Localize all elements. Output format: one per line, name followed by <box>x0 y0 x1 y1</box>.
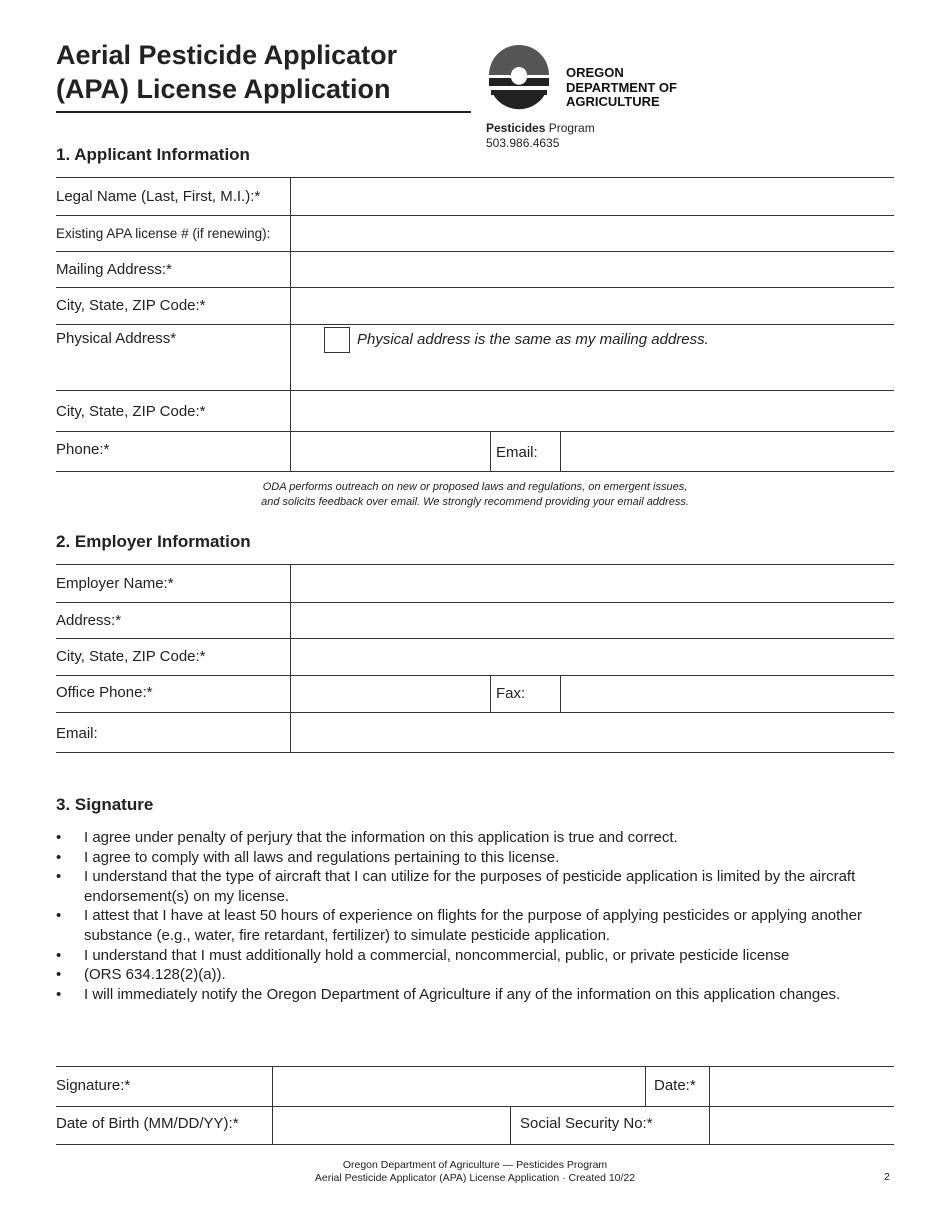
email-label: Email: <box>496 444 538 461</box>
phone-label: Phone:* <box>56 441 110 458</box>
ssn-label: Social Security No:* <box>520 1115 653 1132</box>
existing-license-input[interactable] <box>292 217 892 249</box>
employer-city-input[interactable] <box>292 640 892 673</box>
list-item <box>56 828 901 848</box>
page-title <box>56 38 476 106</box>
oda-logo-text <box>566 66 677 110</box>
bullet-text: I will immediately notify the Oregon Department of Agriculture if any of the information on this application changes. <box>84 985 841 1003</box>
fax-label: Fax: <box>496 685 526 702</box>
footer <box>200 1159 750 1185</box>
bullet-text: I understand that I must additionally hold a commercial, noncommercial, public, or private pesticide license <box>84 946 790 964</box>
column-divider <box>290 177 291 471</box>
bullet-text: I agree under penalty of perjury that the information on this application is true and correct. <box>84 829 678 846</box>
section-1-title: 1. Applicant Information <box>56 145 250 164</box>
divider <box>56 287 894 288</box>
column-divider <box>510 1106 511 1144</box>
office-phone-input[interactable] <box>292 677 488 710</box>
program-phone: 503.986.4635 <box>486 136 560 150</box>
divider <box>56 471 894 472</box>
title-underline <box>56 111 471 113</box>
divider <box>56 712 894 713</box>
divider <box>56 1066 894 1067</box>
column-divider <box>709 1066 710 1144</box>
divider <box>56 431 894 432</box>
section-3-title: 3. Signature <box>56 795 154 814</box>
footer-line-2: Aerial Pesticide Applicator (APA) License Application · Created 10/22 <box>314 1172 636 1184</box>
bullet-icon: • <box>56 966 62 984</box>
divider <box>56 675 894 676</box>
phone-input[interactable] <box>292 433 488 469</box>
bullet-icon: • <box>56 985 62 1003</box>
bullet-icon: • <box>56 868 62 886</box>
column-divider <box>560 675 561 712</box>
physical-address-label: Physical Address* <box>56 330 177 347</box>
agreement-list <box>56 828 901 1004</box>
employer-email-label: Email: <box>56 725 98 742</box>
bullet-icon: • <box>56 829 62 846</box>
bullet-icon: • <box>56 946 62 964</box>
bullet-text: I agree to comply with all laws and regulations pertaining to this license. <box>84 848 560 866</box>
program-bold: Pesticides <box>486 121 546 135</box>
logo-line-2: DEPARTMENT OF <box>566 79 677 95</box>
divider <box>56 564 894 565</box>
list-item <box>56 985 901 1005</box>
divider <box>56 177 894 178</box>
column-divider <box>560 431 561 471</box>
program-name <box>486 121 595 135</box>
email-input[interactable] <box>562 433 892 469</box>
dob-input[interactable] <box>274 1108 508 1142</box>
same-address-checkbox[interactable] <box>324 327 350 353</box>
physical-city-input[interactable] <box>292 392 892 429</box>
bullet-text: I understand that the type of aircraft that I can utilize for the purposes of pesticide application is limited by the aircraft endorsement(s) on my license. <box>84 868 856 905</box>
physical-address-input[interactable] <box>292 358 892 388</box>
mailing-city-input[interactable] <box>292 289 892 322</box>
employer-address-label: Address:* <box>56 612 122 629</box>
note-line-2: and solicits feedback over email. We strongly recommend providing your email address. <box>261 496 689 508</box>
column-divider <box>645 1066 646 1106</box>
divider <box>56 752 894 753</box>
divider <box>56 1144 894 1145</box>
program-rest: Program <box>545 121 595 135</box>
mailing-address-label: Mailing Address:* <box>56 261 172 278</box>
list-item <box>56 848 901 868</box>
divider <box>56 324 894 325</box>
title-line-2: (APA) License Application <box>56 74 391 104</box>
fax-input[interactable] <box>562 677 892 710</box>
email-note <box>56 480 894 510</box>
date-label: Date:* <box>654 1077 696 1094</box>
divider <box>56 1106 894 1107</box>
divider <box>56 215 894 216</box>
signature-label: Signature:* <box>56 1077 131 1094</box>
employer-email-input[interactable] <box>292 714 892 750</box>
date-input[interactable] <box>711 1068 892 1104</box>
list-item <box>56 965 901 985</box>
logo-line-1: OREGON <box>566 65 624 80</box>
title-line-1: Aerial Pesticide Applicator <box>56 40 398 70</box>
bullet-icon: • <box>56 907 62 925</box>
bullet-icon: • <box>56 848 62 866</box>
divider <box>56 390 894 391</box>
employer-address-input[interactable] <box>292 604 892 636</box>
office-phone-label: Office Phone:* <box>56 684 153 701</box>
divider <box>56 251 894 252</box>
legal-name-input[interactable] <box>292 179 892 213</box>
ssn-input[interactable] <box>711 1108 892 1142</box>
divider <box>56 602 894 603</box>
signature-input[interactable] <box>274 1068 643 1104</box>
list-item <box>56 946 901 966</box>
list-item <box>56 867 901 906</box>
logo-line-3: AGRICULTURE <box>566 94 660 109</box>
legal-name-label: Legal Name (Last, First, M.I.):* <box>56 188 261 205</box>
bullet-text: I attest that I have at least 50 hours of experience on flights for the purpose of applying pesticides or applying another substance (e.g., water, fire retardant, fertilizer) to simulate pesticide application. <box>84 907 862 944</box>
employer-name-input[interactable] <box>292 566 892 600</box>
footer-line-1: Oregon Department of Agriculture — Pesticides Program <box>342 1159 608 1171</box>
column-divider <box>490 675 491 712</box>
column-divider <box>490 431 491 471</box>
divider <box>56 638 894 639</box>
same-address-label: Physical address is the same as my mailing address. <box>357 331 709 348</box>
employer-city-label: City, State, ZIP Code:* <box>56 648 206 665</box>
section-2-title: 2. Employer Information <box>56 532 251 551</box>
employer-name-label: Employer Name:* <box>56 575 174 592</box>
note-line-1: ODA performs outreach on new or proposed laws and regulations, on emergent issues, <box>262 481 688 493</box>
list-item <box>56 906 901 945</box>
mailing-address-input[interactable] <box>292 253 892 285</box>
physical-city-label: City, State, ZIP Code:* <box>56 403 206 420</box>
mailing-city-label: City, State, ZIP Code:* <box>56 297 206 314</box>
bullet-text: (ORS 634.128(2)(a)). <box>84 966 226 984</box>
dob-label: Date of Birth (MM/DD/YY):* <box>56 1115 239 1132</box>
existing-license-label: Existing APA license # (if renewing): <box>56 226 271 241</box>
column-divider <box>290 564 291 752</box>
column-divider <box>272 1066 273 1144</box>
page-number: 2 <box>884 1171 890 1183</box>
